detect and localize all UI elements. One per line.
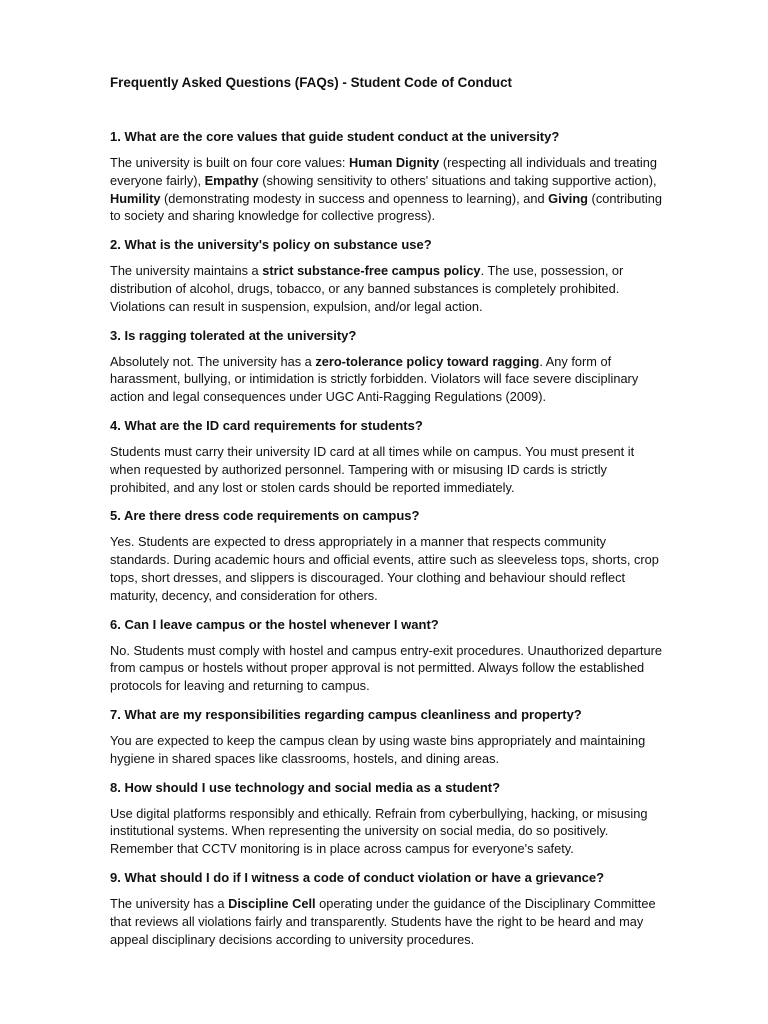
faq-question: 8. How should I use technology and social media as a student? bbox=[110, 779, 501, 795]
answer-emphasis: Empathy bbox=[204, 172, 259, 188]
faq-answer bbox=[110, 353, 662, 406]
answer-text: (contributing to society and sharing knowledge for collective progress). bbox=[110, 190, 662, 224]
answer-text: . Any form of harassment, bullying, or intimidation is strictly forbidden. Violators will face severe disciplinary action and legal consequences under UGC Anti-Ragging Regulations (2009). bbox=[110, 353, 639, 405]
faq-question: 4. What are the ID card requirements for students? bbox=[110, 417, 423, 433]
answer-text: Yes. Students are expected to dress appropriately in a manner that respects community standards. During academic hours and official events, attire such as sleeveless tops, shorts, crop tops, short dresses, and slippers is discouraged. Your clothing and behaviour should reflect maturity, decency, and consideration for others. bbox=[110, 534, 659, 603]
answer-text: operating under the guidance of the Disciplinary Committee that reviews all violations fairly and transparently. Students have the right to be heard and may appeal disciplinary decisions according to university procedures. bbox=[110, 895, 656, 947]
answer-emphasis: Giving bbox=[548, 190, 588, 206]
faq-answer bbox=[110, 154, 662, 225]
faq-item bbox=[110, 417, 662, 496]
answer-emphasis: Humility bbox=[110, 190, 161, 206]
faq-item bbox=[110, 706, 662, 768]
faq-item bbox=[110, 869, 662, 948]
faq-question: 9. What should I do if I witness a code of conduct violation or have a grievance? bbox=[110, 869, 605, 885]
faq-answer bbox=[110, 732, 662, 768]
answer-text: (showing sensitivity to others' situations and taking supportive action), bbox=[258, 172, 657, 188]
faq-list bbox=[110, 128, 662, 948]
faq-question: 2. What is the university's policy on substance use? bbox=[110, 237, 432, 253]
faq-item bbox=[110, 236, 662, 315]
faq-answer bbox=[110, 895, 662, 948]
answer-text: (respecting all individuals and treating everyone fairly), bbox=[110, 155, 657, 188]
document-page bbox=[110, 74, 662, 959]
faq-question: 3. Is ragging tolerated at the university? bbox=[110, 327, 357, 343]
answer-emphasis: Discipline Cell bbox=[228, 895, 316, 911]
page-title: Frequently Asked Questions (FAQs) - Student Code of Conduct bbox=[110, 75, 512, 90]
answer-text: You are expected to keep the campus clean by using waste bins appropriately and maintaining hygiene in shared spaces like classrooms, hostels, and dining areas. bbox=[110, 732, 646, 766]
answer-text: The university has a bbox=[110, 895, 229, 911]
answer-emphasis: zero-tolerance policy toward ragging bbox=[315, 353, 540, 369]
faq-item bbox=[110, 616, 662, 695]
faq-item bbox=[110, 327, 662, 406]
answer-text: No. Students must comply with hostel and campus entry-exit procedures. Unauthorized departure from campus or hostels without proper approval is not permitted. Always follow the established protocols for leaving and returning to campus. bbox=[110, 642, 662, 694]
answer-text: Students must carry their university ID card at all times while on campus. You must present it when requested by authorized personnel. Tampering with or misusing ID cards is strictly prohibited, and any lost or stolen cards should be reported immediately. bbox=[110, 443, 635, 495]
faq-answer bbox=[110, 443, 662, 496]
answer-text: . The use, possession, or distribution of alcohol, drugs, tobacco, or any banned substances is completely prohibited. Violations can result in suspension, expulsion, and/or legal action. bbox=[110, 263, 624, 314]
faq-answer bbox=[110, 533, 662, 604]
answer-text: Absolutely not. The university has a bbox=[110, 353, 316, 369]
answer-emphasis: Human Dignity bbox=[349, 155, 440, 170]
faq-item bbox=[110, 779, 662, 858]
faq-question: 5. Are there dress code requirements on campus? bbox=[110, 508, 420, 524]
faq-question: 1. What are the core values that guide student conduct at the university? bbox=[110, 129, 560, 144]
answer-text: (demonstrating modesty in success and openness to learning), and bbox=[160, 190, 549, 206]
faq-question: 6. Can I leave campus or the hostel whenever I want? bbox=[110, 616, 439, 632]
faq-answer bbox=[110, 262, 662, 315]
faq-item bbox=[110, 128, 662, 225]
answer-text: Use digital platforms responsibly and ethically. Refrain from cyberbullying, hacking, or misusing institutional systems. When representing the university on social media, do so positively. Remember that CCTV monitoring is in place across campus for everyone's safety. bbox=[110, 805, 648, 857]
faq-question: 7. What are my responsibilities regarding campus cleanliness and property? bbox=[110, 706, 582, 722]
faq-item bbox=[110, 507, 662, 604]
faq-answer bbox=[110, 642, 662, 695]
answer-text: The university maintains a bbox=[110, 263, 263, 279]
answer-emphasis: strict substance-free campus policy bbox=[262, 263, 481, 279]
faq-answer bbox=[110, 805, 662, 858]
answer-text: The university is built on four core values: bbox=[110, 155, 349, 170]
